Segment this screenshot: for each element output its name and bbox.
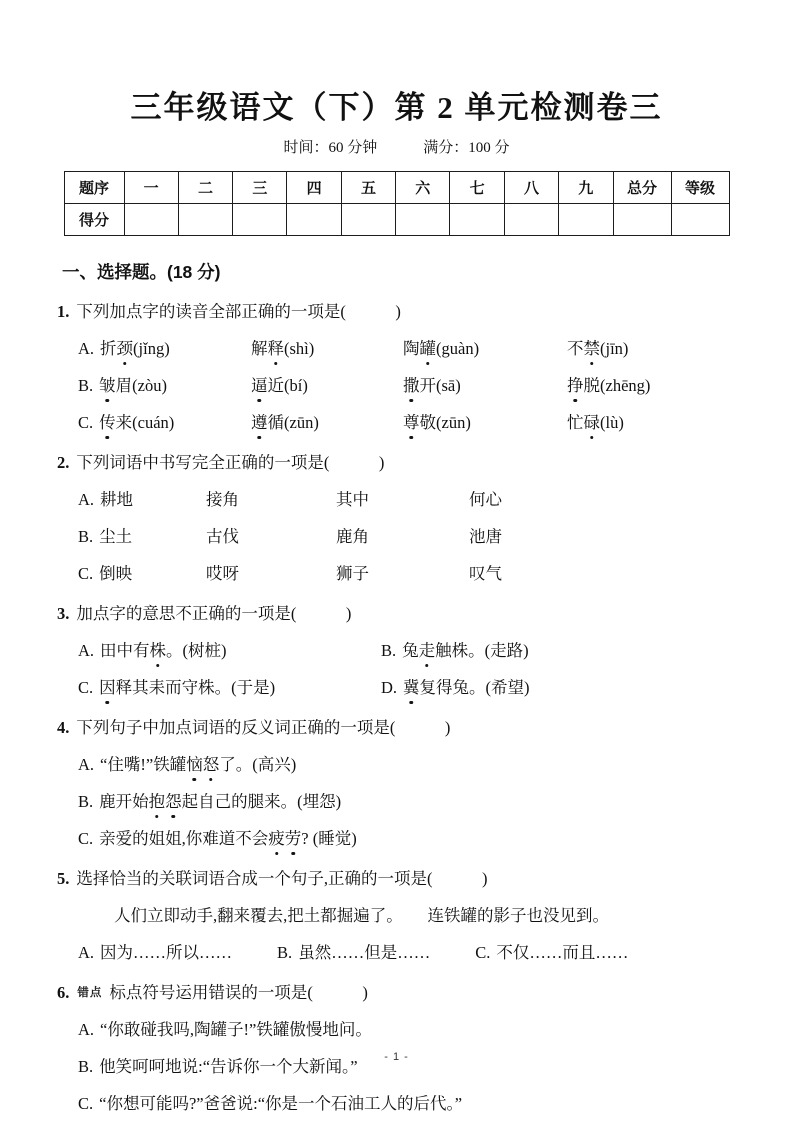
score-table-score-row [64,204,729,236]
option-item: 忙碌(lù) [567,413,624,432]
option-item: 陶罐(guàn) [403,339,480,358]
score-cell [613,204,671,236]
option-item: 撒开(sā) [403,376,461,395]
option-label: A. [78,490,95,509]
option-row [78,754,753,776]
score-header-cell: 五 [341,172,395,204]
question-number: 1. [57,302,70,321]
score-cell [341,204,395,236]
score-header-cell: 总分 [613,172,671,204]
question-stem [57,982,753,1004]
option-label: C. [78,678,94,697]
page-number: - 1 - [384,1051,409,1063]
option-item: 接角 [206,490,239,509]
option-label: B. [78,376,94,395]
full-score-label: 满分：100 分 [423,140,510,156]
score-header-cell: 八 [504,172,558,204]
option-item: 因释其耒而守株。(于是) [99,678,276,697]
option-item: 逼近(bí) [251,376,308,395]
option-row [78,640,753,662]
option-item: 田中有株。(树桩) [100,641,227,660]
question-number: 6. [57,983,70,1002]
paper-meta [0,138,793,158]
score-header-cell: 六 [396,172,450,204]
question-number: 2. [57,453,70,472]
score-cell [396,204,450,236]
question-stem-text: 加点字的意思不正确的一项是( ) [76,604,352,623]
question-stem-text: 下列加点字的读音全部正确的一项是( ) [76,302,401,321]
option-row [78,338,753,360]
score-cell [504,204,558,236]
score-cell [178,204,232,236]
option-item: 兔走触株。(走路) [402,641,529,660]
score-cell [233,204,287,236]
option-item: 遵循(zūn) [251,413,319,432]
question-stem-text: 选择恰当的关联词语合成一个句子,正确的一项是( ) [76,869,488,888]
option-label: C. [78,413,94,432]
score-row-label: 得分 [64,204,124,236]
question-2 [57,452,753,585]
score-cell [671,204,729,236]
option-item: 耕地 [100,490,134,509]
time-label: 时间：60 分钟 [283,140,378,156]
option-item: 鹿角 [336,527,369,546]
option-label: C. [78,564,94,583]
question-stem [57,603,753,625]
score-table [64,171,730,236]
score-header-cell: 等级 [671,172,729,204]
option-item: 冀复得兔。(希望) [403,678,530,697]
option-item: “住嘴!”铁罐恼怒了。(高兴) [100,755,297,774]
question-4 [57,717,753,850]
score-cell [124,204,178,236]
option-item: 因为……所以…… [100,943,233,962]
option-item: 其中 [336,490,369,509]
score-cell [450,204,504,236]
error-prone-badge: 错点 [77,987,103,999]
option-row [78,942,753,964]
question-stem [57,452,753,474]
question-1 [57,301,753,434]
option-row [78,677,753,699]
score-header-cell: 题序 [64,172,124,204]
page-title: 三年级语文（下）第 2 单元检测卷三 [130,90,663,125]
option-item: “你想可能吗?”爸爸说:“你是一个石油工人的后代。” [99,1094,463,1113]
option-label: A. [78,339,95,358]
option-label: A. [78,943,95,962]
option-row [78,791,753,813]
question-stem-text: 下列句子中加点词语的反义词正确的一项是( ) [76,718,451,737]
option-item: 虽然……但是…… [298,943,431,962]
score-header-cell: 七 [450,172,504,204]
option-label: A. [78,1020,95,1039]
question-5 [57,868,753,964]
question-3 [57,603,753,699]
option-item: 尊敬(zūn) [403,413,471,432]
option-item: 亲爱的姐姐,你难道不会疲劳? (睡觉) [99,829,357,848]
option-item: 哎呀 [206,564,239,583]
question-number: 3. [57,604,70,623]
question-number: 4. [57,718,70,737]
question-stem [57,301,753,323]
questions-area [57,301,753,1115]
option-item: 狮子 [336,564,369,583]
option-row [78,1019,753,1041]
question-sentence: 人们立即动手,翻来覆去,把土都掘遍了。 连铁罐的影子也没见到。 [114,906,609,925]
option-item: 皱眉(zòu) [99,376,167,395]
option-label: B. [78,1057,94,1076]
question-stem-text: 下列词语中书写完全正确的一项是( ) [76,453,385,472]
option-label: B. [277,943,293,962]
option-label: B. [78,792,94,811]
option-row [78,828,753,850]
section-heading: 一、选择题。(18 分) [62,262,221,282]
option-item: 挣脱(zhēng) [567,376,651,395]
score-header-cell: 九 [559,172,613,204]
score-cell [287,204,341,236]
option-item: 尘土 [99,527,133,546]
option-item: 何心 [469,490,502,509]
option-row [78,412,753,434]
option-row [78,526,753,548]
option-item: 倒映 [99,564,133,583]
option-item: 池唐 [469,527,502,546]
option-label: C. [78,1094,94,1113]
option-row [78,563,753,585]
option-item: 折颈(jǐng) [100,339,170,358]
score-header-cell: 二 [178,172,232,204]
question-stem [57,717,753,739]
option-item: “你敢碰我吗,陶罐子!”铁罐傲慢地问。 [100,1020,372,1039]
option-row [78,375,753,397]
option-row [78,1093,753,1115]
score-header-cell: 一 [124,172,178,204]
option-label: C. [475,943,491,962]
question-stem [57,868,753,890]
score-header-cell: 三 [233,172,287,204]
option-item: 解释(shì) [251,339,315,358]
option-label: A. [78,755,95,774]
question-stem-text: 标点符号运用错误的一项是( ) [109,983,368,1002]
question-6 [57,982,753,1115]
option-item: 他笑呵呵地说:“告诉你一个大新闻。” [99,1057,358,1076]
option-label: A. [78,641,95,660]
question-number: 5. [57,869,70,888]
option-item: 传来(cuán) [99,413,175,432]
option-item: 鹿开始抱怨起自己的腿来。(埋怨) [99,792,342,811]
option-item: 不仅……而且…… [496,943,629,962]
score-cell [559,204,613,236]
option-label: C. [78,829,94,848]
option-label: B. [381,641,397,660]
option-item: 叹气 [469,564,502,583]
score-header-cell: 四 [287,172,341,204]
option-label: D. [381,678,398,697]
option-item: 不禁(jīn) [567,339,629,358]
option-label: B. [78,527,94,546]
option-row [78,489,753,511]
option-item: 古伐 [206,527,239,546]
score-table-header-row [64,172,729,204]
